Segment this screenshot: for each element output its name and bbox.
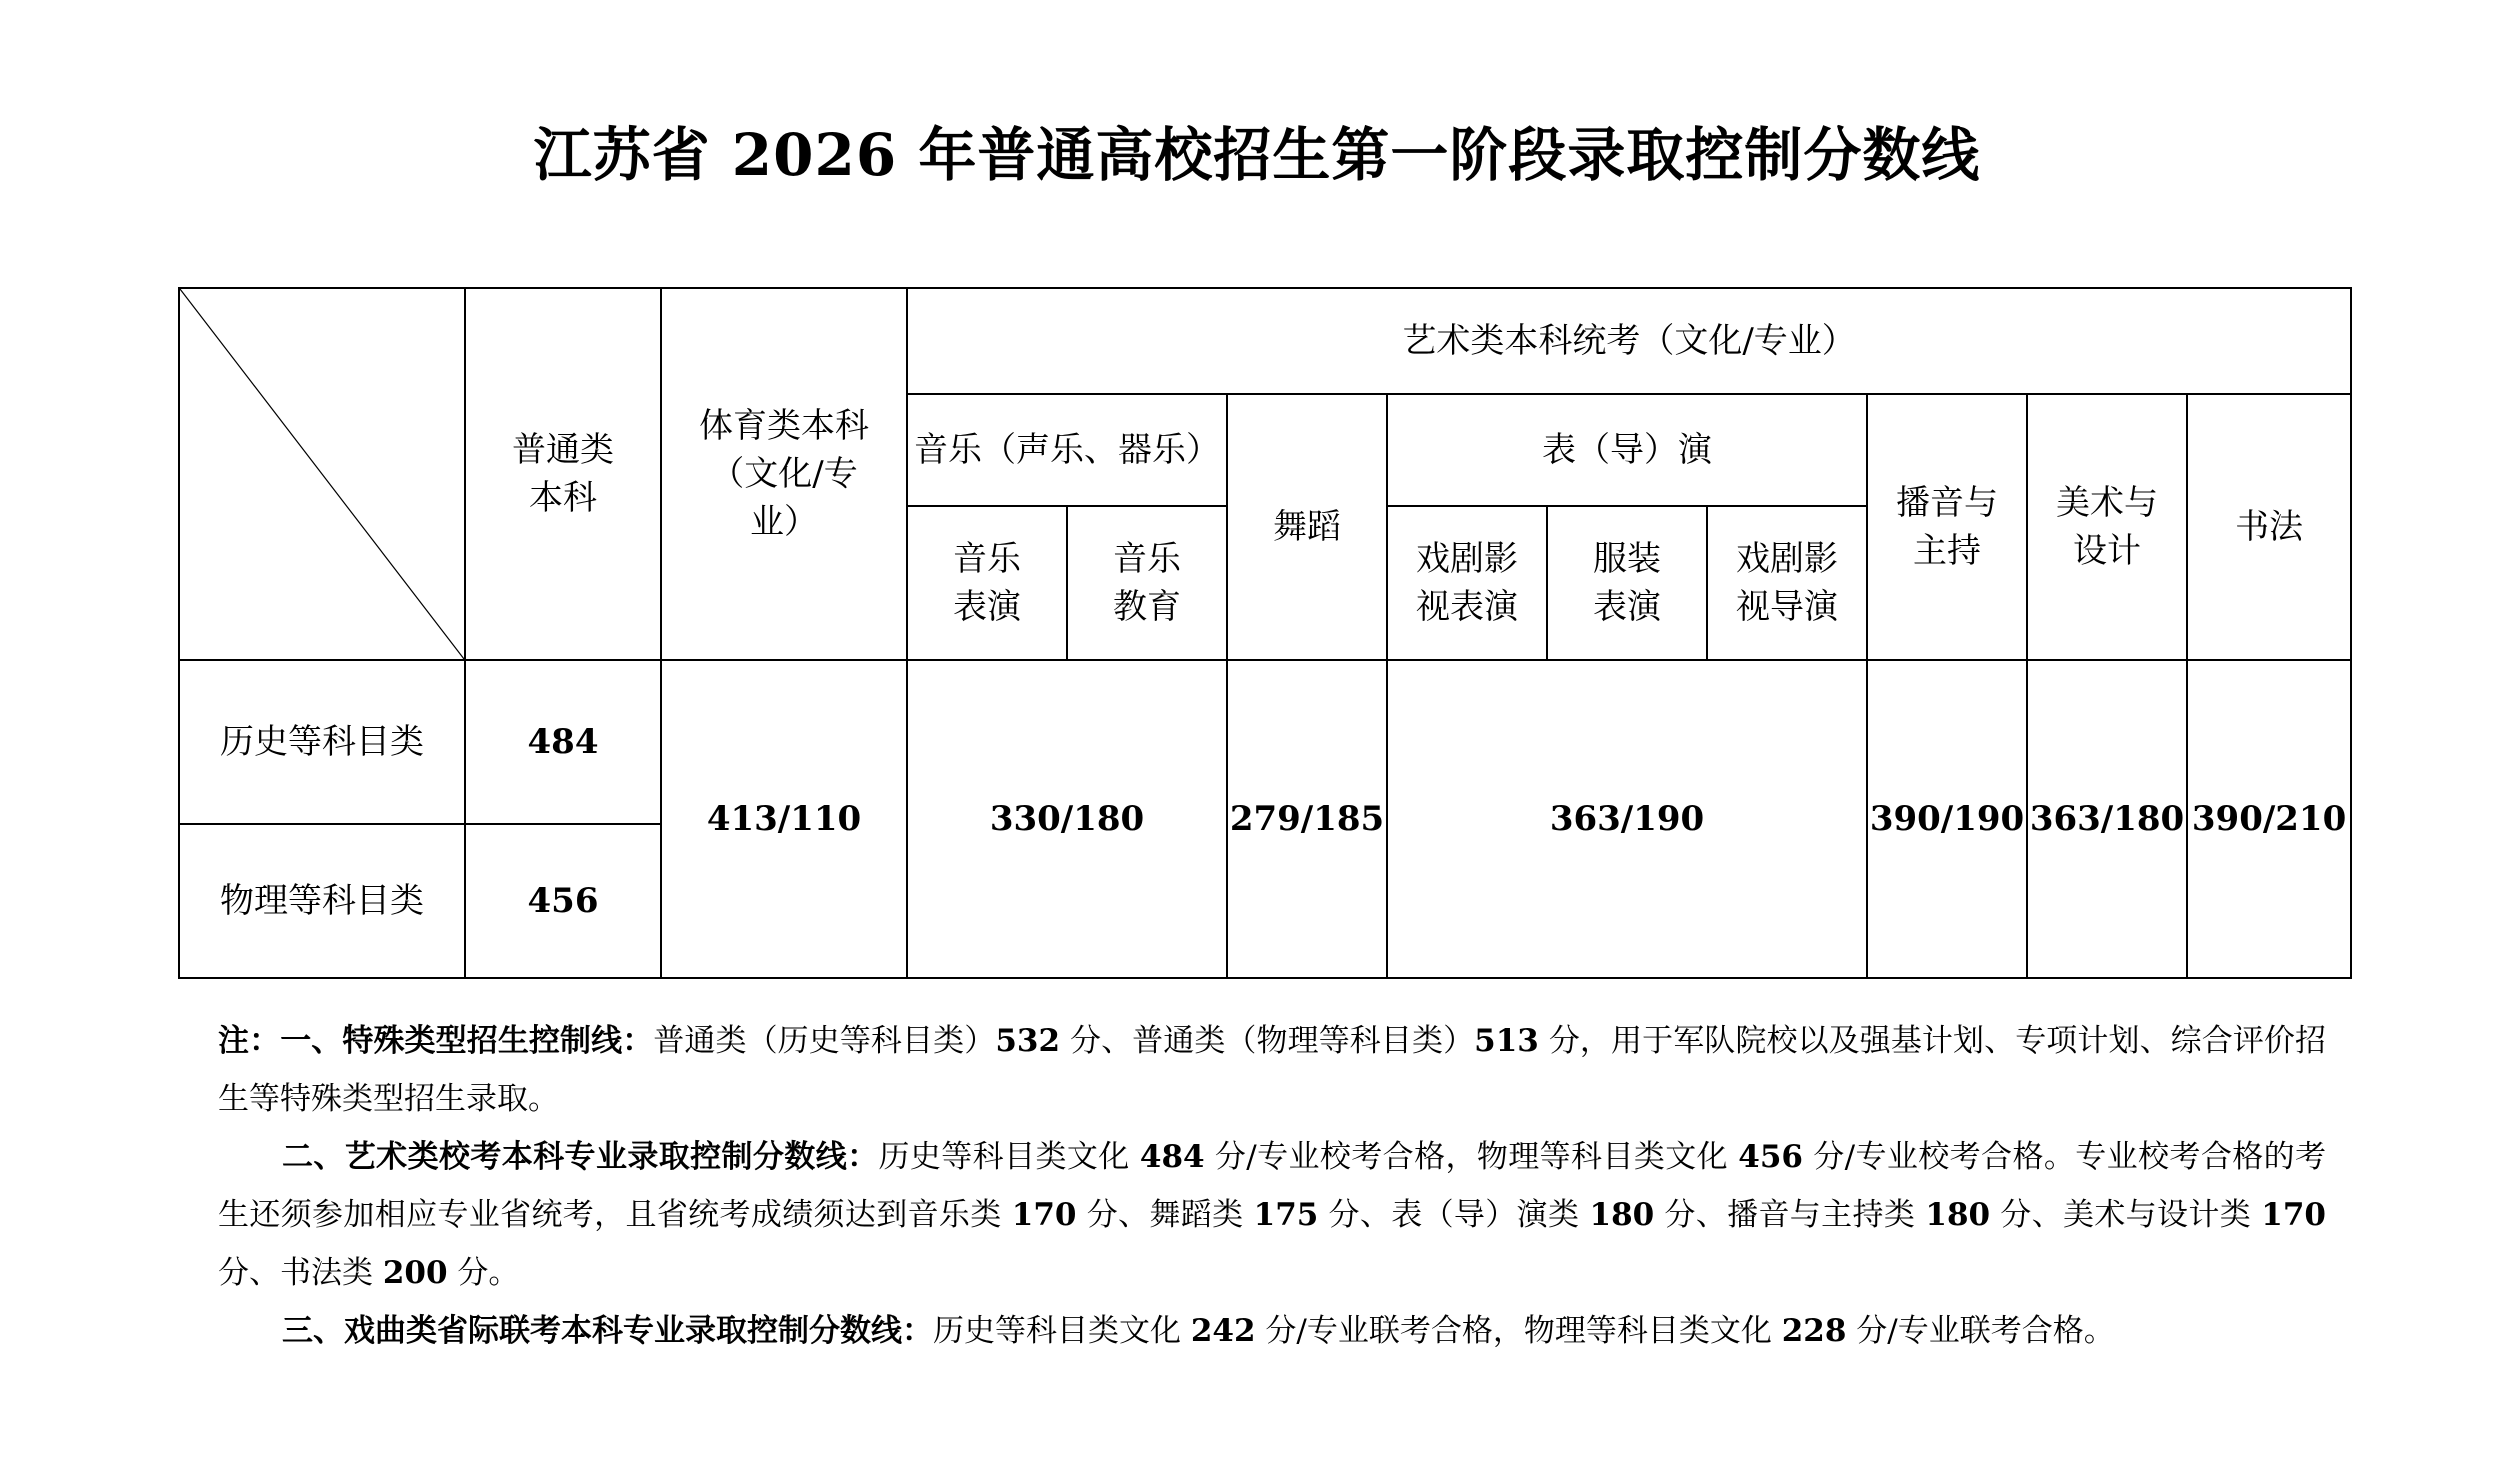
- header-music-performance: 音乐表演: [907, 506, 1067, 660]
- note-1-heading: 一、特殊类型招生控制线：: [280, 1023, 654, 1059]
- notes-section: [218, 1012, 2326, 1360]
- header-broadcasting: 播音与主持: [1867, 394, 2027, 660]
- score-table: [178, 287, 2352, 979]
- value-drama: 363/190: [1387, 660, 1867, 978]
- value-broadcasting: 390/190: [1867, 660, 2027, 978]
- header-general: 普通类本科: [465, 288, 661, 660]
- header-calligraphy: 书法: [2187, 394, 2351, 660]
- header-costume: 服装表演: [1547, 506, 1707, 660]
- note-2: 二、艺术类校考本科专业录取控制分数线：历史等科目类文化 484 分/专业校考合格，物理等科目类文化 456 分/专业校考合格。专业校考合格的考生还须参加相应专业省统考，且省统考成绩须达到音乐类 170 分、舞蹈类 175 分、表（导）演类 180 分、播音与主持类 180 分、美术与设计类 170 分、书法类 200 分。: [218, 1139, 2327, 1291]
- header-drama: 表（导）演: [1387, 394, 1867, 506]
- note-2-heading: 二、艺术类校考本科专业录取控制分数线：: [282, 1139, 879, 1175]
- header-drama-acting: 戏剧影视表演: [1387, 506, 1547, 660]
- value-general-physics: 456: [465, 824, 661, 978]
- value-music: 330/180: [907, 660, 1227, 978]
- note-3: 三、戏曲类省际联考本科专业录取控制分数线：历史等科目类文化 242 分/专业联考合格，物理等科目类文化 228 分/专业联考合格。: [282, 1313, 2115, 1349]
- value-general-history: 484: [465, 660, 661, 824]
- row-label-history: 历史等科目类: [179, 660, 465, 824]
- diagonal-line-icon: [180, 289, 464, 659]
- row-label-physics: 物理等科目类: [179, 824, 465, 978]
- value-calligraphy: 390/210: [2187, 660, 2351, 978]
- header-dance: 舞蹈: [1227, 394, 1387, 660]
- note-prefix: 注：: [218, 1023, 281, 1059]
- header-fine-arts: 美术与设计: [2027, 394, 2187, 660]
- header-music: 音乐（声乐、器乐）: [907, 394, 1227, 506]
- header-music-education: 音乐教育: [1067, 506, 1227, 660]
- value-dance: 279/185: [1227, 660, 1387, 978]
- value-fine-arts: 363/180: [2027, 660, 2187, 978]
- header-drama-directing: 戏剧影视导演: [1707, 506, 1867, 660]
- corner-cell: [179, 288, 465, 660]
- page-title: 江苏省 2026 年普通高校招生第一阶段录取控制分数线: [533, 121, 1981, 189]
- header-art: 艺术类本科统考（文化/专业）: [907, 288, 2351, 394]
- value-pe: 413/110: [661, 660, 907, 978]
- note-1: 注：一、特殊类型招生控制线：普通类（历史等科目类）532 分、普通类（物理等科目类）513 分，用于军队院校以及强基计划、专项计划、综合评价招生等特殊类型招生录取。: [218, 1023, 2327, 1117]
- header-pe: 体育类本科（文化/专业）: [661, 288, 907, 660]
- note-3-heading: 三、戏曲类省际联考本科专业录取控制分数线：: [282, 1313, 933, 1349]
